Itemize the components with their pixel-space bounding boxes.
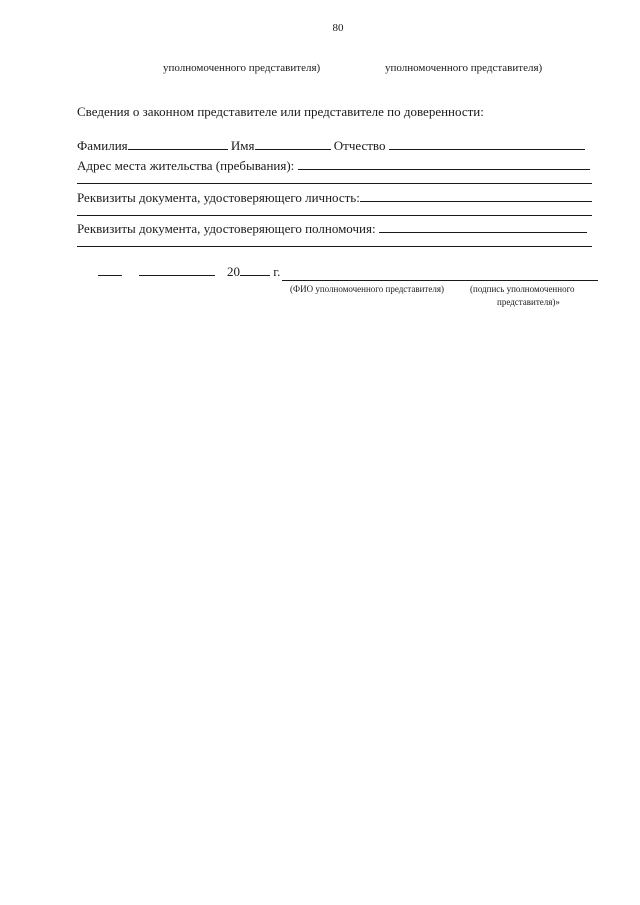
authority-doc-row [77, 221, 587, 237]
identity-doc-row [77, 190, 592, 206]
signature-caption-line2: представителя)» [497, 297, 560, 307]
name-input-line[interactable] [255, 138, 331, 150]
address-label: Адрес места жительства (пребывания): [77, 158, 295, 173]
top-caption-left: уполномоченного представителя) [163, 62, 321, 74]
day-input-line[interactable] [98, 264, 122, 276]
fio-caption: (ФИО уполномоченного представителя) [290, 284, 444, 294]
address-row [77, 158, 590, 174]
authority-doc-input-line[interactable] [379, 221, 587, 233]
year-suffix: г. [273, 264, 281, 279]
surname-label: Фамилия [77, 138, 128, 153]
authority-doc-label: Реквизиты документа, удостоверяющего полномочия: [77, 221, 376, 236]
page-number: 80 [332, 22, 344, 34]
address-continuation-line[interactable] [77, 183, 592, 184]
month-input-line[interactable] [139, 264, 215, 276]
authority-doc-continuation-line[interactable] [77, 246, 592, 247]
address-input-line[interactable] [298, 158, 590, 170]
patronymic-input-line[interactable] [389, 138, 585, 150]
year-input-line[interactable] [240, 264, 270, 276]
surname-input-line[interactable] [128, 138, 228, 150]
identity-doc-continuation-line[interactable] [77, 215, 592, 216]
section-title: Сведения о законном представителе или представителе по доверенности: [77, 104, 484, 119]
patronymic-label: Отчество [333, 138, 386, 153]
top-caption-right: уполномоченного представителя) [385, 62, 543, 74]
date-row [98, 264, 280, 280]
signature-caption-line1: (подпись уполномоченного [470, 284, 575, 294]
signature-line[interactable] [282, 280, 598, 281]
name-row [77, 138, 585, 154]
identity-doc-input-line[interactable] [360, 190, 592, 202]
name-label: Имя [230, 138, 255, 153]
identity-doc-label: Реквизиты документа, удостоверяющего личность: [77, 190, 360, 205]
year-prefix: 20 [227, 264, 240, 279]
